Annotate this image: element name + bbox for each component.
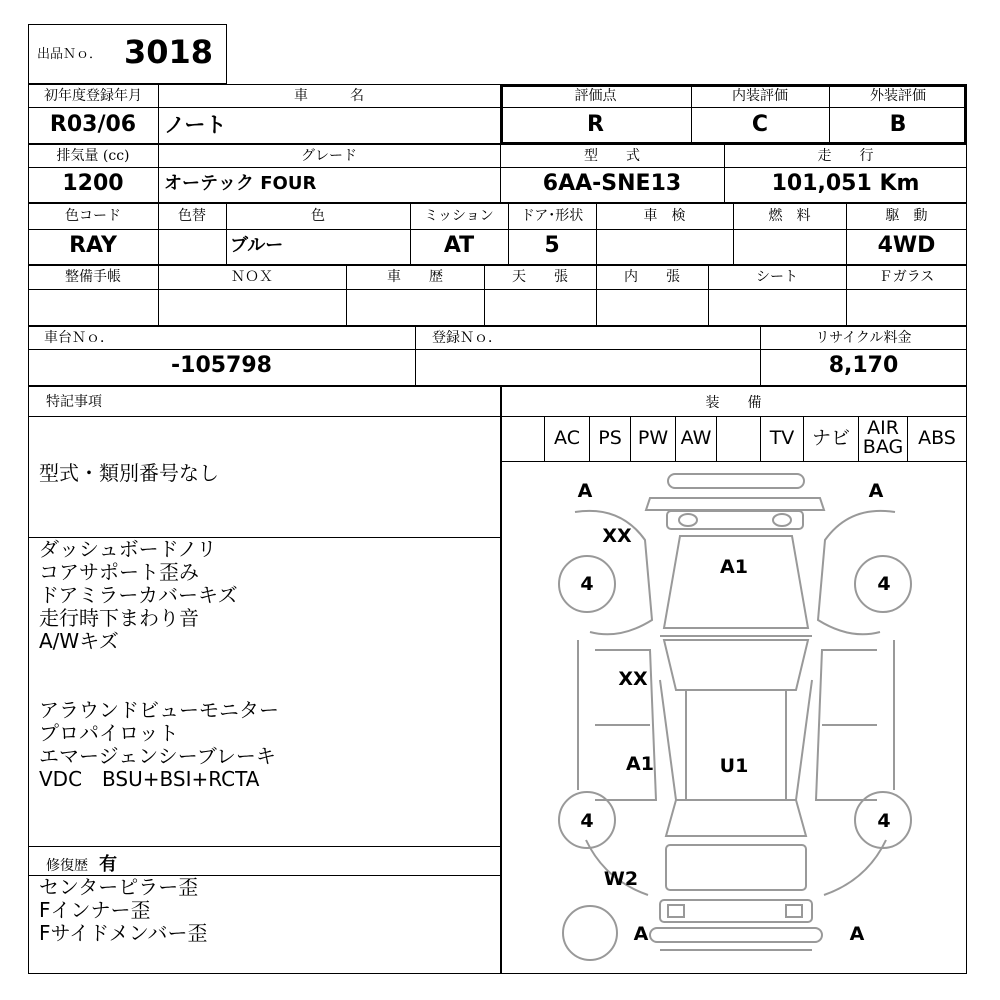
manual-label: 整備手帳 xyxy=(65,269,121,285)
score-value: R xyxy=(587,112,604,137)
mark-tire-rl: 4 xyxy=(580,810,594,832)
mark-tire-fr: 4 xyxy=(877,573,891,595)
door-value: 5 xyxy=(544,233,560,258)
equip-abs: ABS xyxy=(918,427,956,449)
year-value: R03/06 xyxy=(49,112,137,137)
displacement-value: 1200 xyxy=(62,171,124,196)
equip-airbag: AIR BAG xyxy=(862,417,904,458)
mark-rear-glass: W2 xyxy=(603,868,639,890)
mark-rear-left: A xyxy=(633,923,649,945)
repair-row xyxy=(46,850,117,874)
mark-xx-mid: XX xyxy=(618,668,648,690)
year-label: 初年度登録年月 xyxy=(44,88,142,104)
mission-value: AT xyxy=(443,233,475,258)
lot-label: 出品Ｎｏ． xyxy=(37,47,103,62)
chassis-value: -105798 xyxy=(171,353,272,378)
score-label: 評価点 xyxy=(574,88,617,104)
mark-tire-fl: 4 xyxy=(580,573,594,595)
equip-blank-1 xyxy=(501,418,544,460)
drive-value: 4WD xyxy=(877,233,936,258)
chassis-label: 車台Ｎｏ． xyxy=(44,330,114,346)
grade-label: グレード xyxy=(301,148,357,164)
equip-tv: TV xyxy=(769,427,795,449)
color-code-value: RAY xyxy=(69,233,117,258)
mileage-label: 走 行 xyxy=(817,148,874,164)
displacement-label: 排気量 (cc) xyxy=(56,148,130,164)
exterior-value: B xyxy=(889,112,907,137)
exterior-label: 外装評価 xyxy=(870,88,926,104)
notes-block1: 型式・類別番号なし xyxy=(39,461,219,485)
history-label: 車 歴 xyxy=(387,269,443,285)
name-value: ノート xyxy=(164,113,227,137)
repair-label: 修復歴 xyxy=(46,858,88,874)
model-value: 6AA-SNE13 xyxy=(542,171,682,196)
lining-label: 内 張 xyxy=(624,269,680,285)
model-label: 型 式 xyxy=(584,148,640,164)
fglass-label: Ｆガラス xyxy=(878,269,935,285)
car-diagram xyxy=(501,462,966,973)
mission-label: ミッション xyxy=(424,208,494,224)
door-label: ドア･形状 xyxy=(520,208,584,224)
fuel-label: 燃 料 xyxy=(768,208,811,224)
lot-number: 3018 xyxy=(124,33,214,71)
mileage-value: 101,051 Km xyxy=(771,171,920,196)
equip-pw: PW xyxy=(637,427,669,449)
recycle-value: 8,170 xyxy=(828,353,899,378)
equip-blank-2 xyxy=(717,418,760,460)
nox-label: ＮＯＸ xyxy=(231,269,273,285)
inspection-label: 車 検 xyxy=(643,208,686,224)
interior-label: 内装評価 xyxy=(732,88,788,104)
interior-value: C xyxy=(751,112,769,137)
equipment-label: 装 備 xyxy=(705,395,762,411)
color-label: 色 xyxy=(311,208,325,224)
mark-front-left: A xyxy=(577,480,593,502)
roof-label: 天 張 xyxy=(512,269,568,285)
notes-label: 特記事項 xyxy=(46,394,102,410)
mark-rear-right: A xyxy=(849,923,865,945)
mark-roof: U1 xyxy=(719,755,749,777)
mark-left-side: A1 xyxy=(626,753,654,775)
lot-box xyxy=(28,24,227,84)
seat-label: シート xyxy=(756,269,798,285)
drive-label: 駆 動 xyxy=(885,208,928,224)
color-value: ブルー xyxy=(230,235,284,256)
mark-tire-rr: 4 xyxy=(877,810,891,832)
recolor-label: 色替 xyxy=(178,208,206,224)
notes-block2: ダッシュボードノリ コアサポート歪み ドアミラーカバーキズ 走行時下まわり音 A/Wキズ アラウンドビューモニター プロパイロット エマージェンシーブレーキ VDC BSU+BSI+RCTA xyxy=(39,537,279,791)
repair-items: センターピラー歪 Fインナー歪 Fサイドメンバー歪 xyxy=(39,875,208,945)
color-code-label: 色コード xyxy=(65,208,121,224)
mark-xx-top: XX xyxy=(602,525,632,547)
recycle-label: リサイクル料金 xyxy=(815,330,912,346)
equip-aw: AW xyxy=(680,427,712,449)
reg-label: 登録Ｎｏ． xyxy=(432,330,502,346)
equip-ps: PS xyxy=(598,427,622,449)
equip-navi: ナビ xyxy=(811,427,850,449)
repair-value: 有 xyxy=(99,854,118,875)
equip-ac: AC xyxy=(554,427,580,449)
grade-value: オーテック FOUR xyxy=(164,173,317,194)
name-label: 車 名 xyxy=(294,88,364,104)
mark-front-right: A xyxy=(868,480,884,502)
mark-hood: A1 xyxy=(720,556,748,578)
